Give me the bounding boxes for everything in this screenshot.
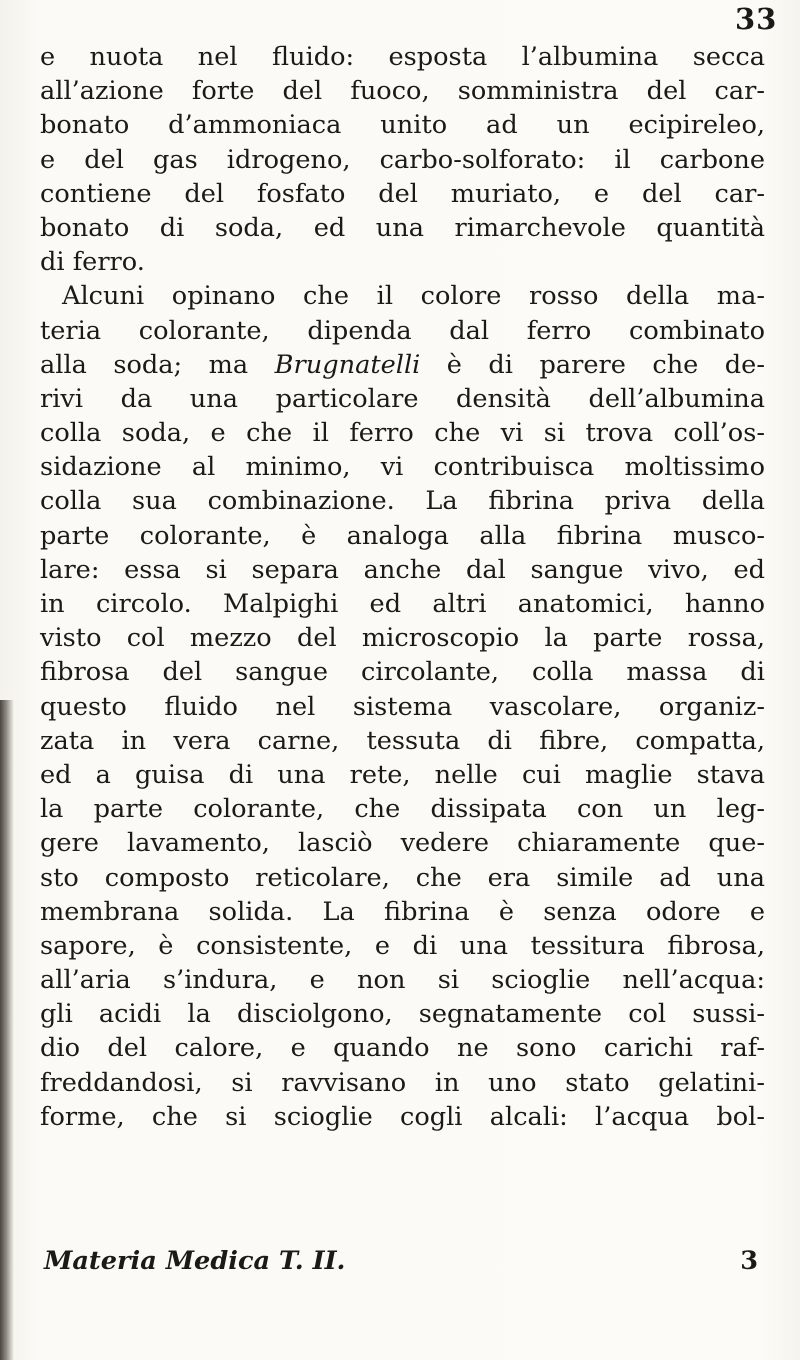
text-line-18: visto col mezzo del microscopio la parte rossa, xyxy=(40,623,765,654)
text-line-10: alla soda; ma Brugnatelli è di parere che de- xyxy=(40,349,765,380)
text-line-5: contiene del fosfato del muriato, e del car- xyxy=(40,178,765,209)
text-line-23: la parte colorante, che dissipata con un leg- xyxy=(40,794,765,825)
text-line-17: in circolo. Malpighi ed altri anatomici, hanno xyxy=(40,589,765,619)
signature-footer xyxy=(44,1244,764,1278)
text-line-4: e del gas idrogeno, carbo-solforato: il carbone xyxy=(40,144,765,175)
text-line-31: freddandosi, si ravvisano in uno stato gelatini- xyxy=(40,1067,765,1098)
text-line-29: gli acidi la disciolgono, segnatamente col sussi- xyxy=(40,999,765,1030)
text-line-26: membrana solida. La fibrina è senza odore e xyxy=(40,896,765,927)
spine-shadow xyxy=(0,700,14,1360)
text-line-16: lare: essa si separa anche dal sangue vivo, ed xyxy=(40,554,765,585)
text-line-8: Alcuni opinano che il colore rosso della ma- xyxy=(62,281,765,312)
text-line-25: sto composto reticolare, che era simile ad una xyxy=(40,862,765,893)
text-line-32: forme, che si scioglie cogli alcali: l’acqua bol- xyxy=(40,1101,765,1132)
text-line-6: bonato di soda, ed una rimarchevole quantità xyxy=(40,212,765,243)
text-line-3: bonato d’ammoniaca unito ad un ecipireleo, xyxy=(40,110,765,141)
footer-title: Materia Medica T. II. xyxy=(44,1246,346,1276)
text-line-30: dio del calore, e quando ne sono carichi raf- xyxy=(40,1033,765,1064)
text-line-20: questo fluido nel sistema vascolare, organiz- xyxy=(40,691,765,722)
text-line-24: gere lavamento, lasciò vedere chiaramente que- xyxy=(40,828,765,859)
text-line-28: all’aria s’indura, e non si scioglie nell’acqua: xyxy=(40,965,765,996)
text-line-11: rivi da una particolare densità dell’albumina xyxy=(40,383,765,414)
footer-signature-mark: 3 xyxy=(740,1246,758,1276)
text-line-9: teria colorante, dipenda dal ferro combinato xyxy=(40,315,765,346)
text-line-12: colla soda, e che il ferro che vi si trova coll’os- xyxy=(40,418,765,449)
text-line-13: sidazione al minimo, vi contribuisca moltissimo xyxy=(40,452,765,483)
text-line-15: parte colorante, è analoga alla fibrina musco- xyxy=(40,520,765,551)
text-line-22: ed a guisa di una rete, nelle cui maglie stava xyxy=(40,759,765,790)
page-number: 33 xyxy=(735,2,778,36)
text-line-1: e nuota nel fluido: esposta l’albumina secca xyxy=(40,42,765,72)
text-line-7: di ferro. xyxy=(40,247,145,278)
text-line-19: fibrosa del sangue circolante, colla massa di xyxy=(40,657,765,688)
text-line-21: zata in vera carne, tessuta di fibre, compatta, xyxy=(40,725,765,756)
body-text xyxy=(40,40,765,1134)
text-line-27: sapore, è consistente, e di una tessitura fibrosa, xyxy=(40,930,765,961)
text-line-2: all’azione forte del fuoco, somministra del car- xyxy=(40,76,765,107)
text-line-14: colla sua combinazione. La fibrina priva della xyxy=(40,486,765,517)
